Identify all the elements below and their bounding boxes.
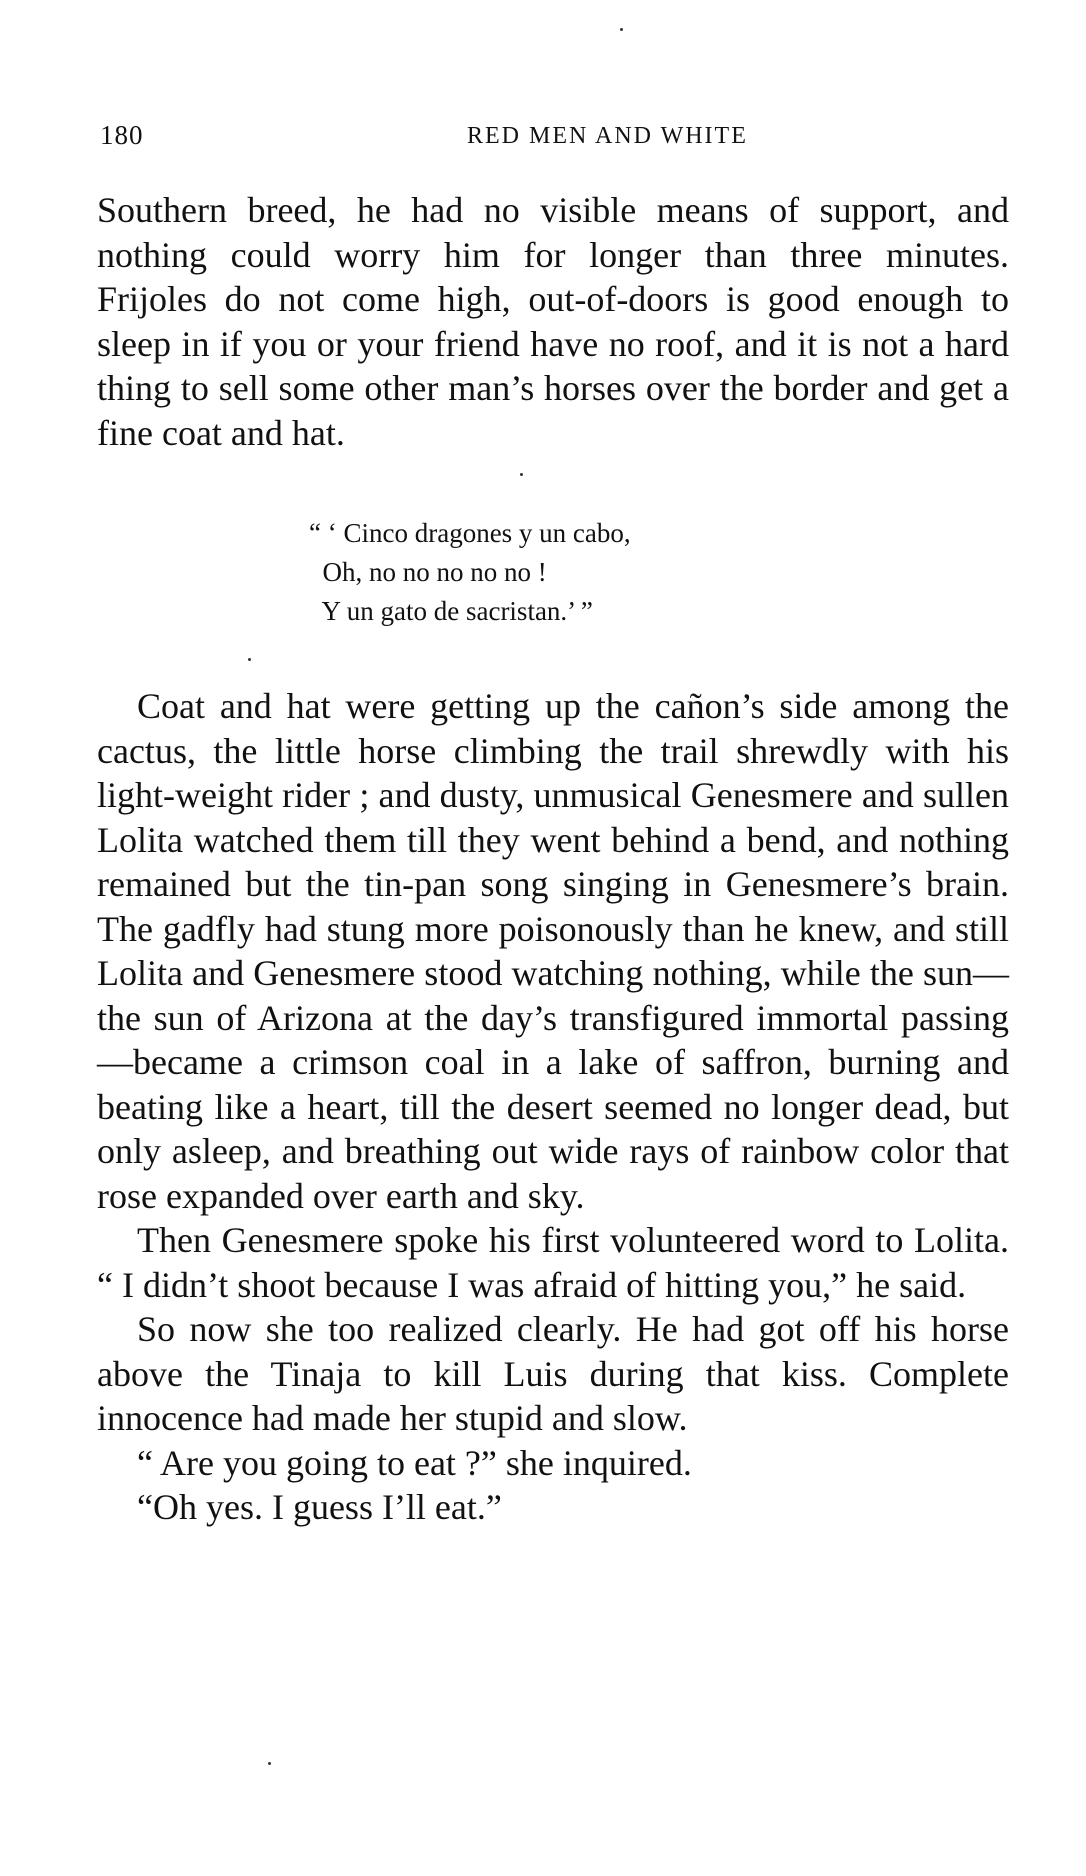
page-number: 180 (100, 120, 144, 150)
paragraph: So now she too realized clearly. He had got off his horse above the Tinaja to kill Luis during that kiss. Complete innocence had made her stupid and slow. (97, 1309, 1009, 1438)
verse-quote (309, 514, 631, 631)
paragraph: Southern breed, he had no visible means of support, and nothing could worry him for longer than three minutes. Frijoles do not come high, out-of-doors is good enough to sleep in if you or your friend have no roof, and it is not a hard thing to sell some other man’s horses over the border and get a fine coat and hat. (97, 190, 1009, 453)
print-speck (248, 658, 251, 661)
verse-line: Y un gato de sacristan.’ ” (309, 596, 593, 626)
verse-line: Oh, no no no no no ! (309, 557, 547, 587)
paragraph: Coat and hat were getting up the cañon’s side among the cactus, the little horse climbing the trail shrewdly with his light-weight rider ; and dusty, unmusical Genesmere and sullen Lolita watched them till they went behind a bend, and nothing remained but the tin-pan song singing in Genesmere’s brain. The gadfly had stung more poisonously than he knew, and still Lolita and Genesmere stood watching nothing, while the sun—the sun of Arizona at the day’s transfigured immortal passing—became a crimson coal in a lake of saffron, burning and beating like a heart, till the desert seemed no longer dead, but only asleep, and breathing out wide rays of rainbow color that rose expanded over earth and sky. (97, 686, 1009, 1216)
running-head: RED MEN AND WHITE (467, 123, 748, 149)
text-block-after-verse (97, 684, 1009, 1530)
print-speck (620, 28, 623, 31)
text-block-before-verse (97, 188, 1009, 455)
print-speck (268, 1762, 271, 1765)
print-speck (520, 473, 523, 476)
page-header (97, 120, 1009, 160)
verse-line: “ ‘ Cinco dragones y un cabo, (309, 518, 631, 548)
paragraph: Then Genesmere spoke his first volunteered word to Lolita. “ I didn’t shoot because I was afraid of hitting you,” he said. (97, 1220, 1009, 1305)
paragraph: “Oh yes. I guess I’ll eat.” (137, 1487, 502, 1527)
paragraph: “ Are you going to eat ?” she inquired. (137, 1442, 692, 1483)
